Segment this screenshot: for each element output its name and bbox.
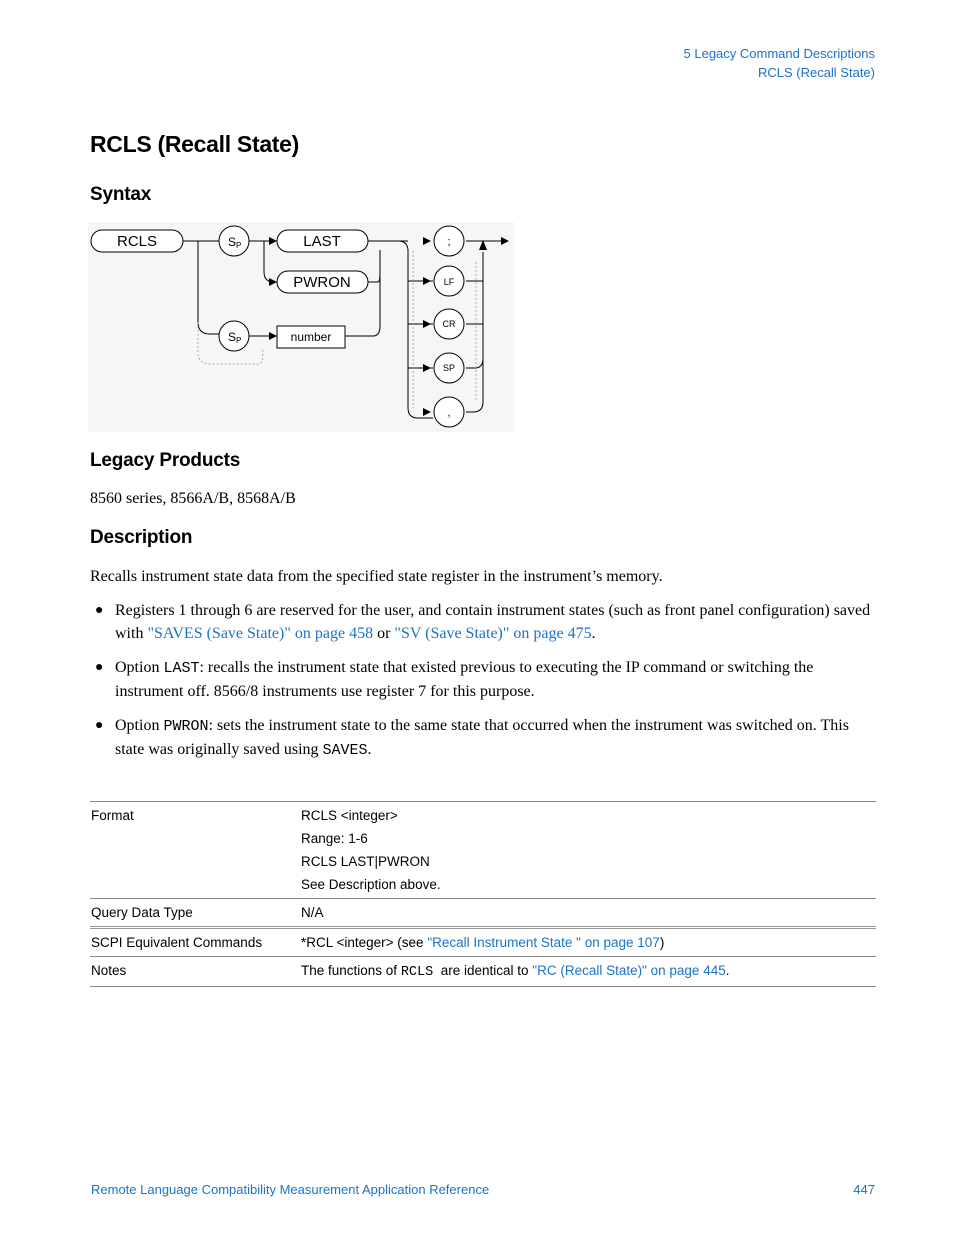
- table-row-query: [90, 899, 876, 928]
- bullet-dot-icon: ●: [95, 718, 104, 733]
- saves-link[interactable]: "SAVES (Save State)" on page 458: [147, 624, 374, 642]
- term-cr-label: CR: [442, 319, 456, 329]
- format-label: Format: [91, 808, 134, 823]
- sp-bottom-sub: P: [236, 336, 242, 345]
- rcls-label: RCLS: [116, 233, 158, 250]
- query-value: N/A: [301, 905, 324, 920]
- header-chapter: 5 Legacy Command Descriptions: [683, 46, 875, 61]
- legacy-products-heading: Legacy Products: [90, 450, 241, 471]
- format-line: RCLS LAST|PWRON: [301, 854, 430, 869]
- term-lf-label: LF: [443, 277, 455, 287]
- scpi-value: *RCL <integer> (see "Recall Instrument State " on page 107): [301, 935, 665, 950]
- format-value: [300, 802, 876, 899]
- term-comma-label: ,: [447, 407, 451, 419]
- running-footer: [91, 1182, 875, 1197]
- number-label: number: [290, 330, 332, 344]
- sp-top-label: S: [228, 235, 237, 249]
- header-section: RCLS (Recall State): [757, 65, 875, 80]
- command-info-table: [90, 801, 876, 987]
- bullet-dot-icon: ●: [95, 660, 104, 675]
- bullet-registers: ● Registers 1 through 6 are reserved for the user, and contain instrument states (such as front panel configuration) saved with "SAVES (Save State)" on page 458 or "SV (Save State)" on page 475.: [95, 602, 871, 642]
- query-label: Query Data Type: [91, 905, 193, 920]
- notes-label: Notes: [91, 963, 127, 978]
- bullet-dot-icon: ●: [95, 603, 104, 618]
- sp-top-sub: P: [236, 241, 242, 250]
- last-label: LAST: [303, 233, 341, 250]
- term-semicolon-label: ;: [447, 236, 451, 248]
- code-rcls: RCLS: [400, 965, 434, 980]
- footer-title: Remote Language Compatibility Measurement Application Reference: [91, 1182, 490, 1197]
- pwron-label: PWRON: [293, 274, 351, 291]
- format-line: Range: 1-6: [301, 831, 368, 846]
- format-line: RCLS <integer>: [301, 808, 398, 823]
- syntax-diagram: [88, 222, 514, 432]
- code-last: LAST: [163, 660, 200, 677]
- code-pwron: PWRON: [163, 718, 209, 735]
- running-header: [684, 44, 875, 82]
- description-bullets: [90, 600, 880, 774]
- table-row-notes: [90, 957, 876, 987]
- scpi-label: SCPI Equivalent Commands: [91, 935, 263, 950]
- bullet-last: ● Option LAST: recalls the instrument state that existed previous to executing the IP command or switching the instrument off. 8566/8 instruments use register 7 for this purpose.: [95, 659, 814, 700]
- notes-value: The functions of RCLS are identical to "RC (Recall State)" on page 445.: [301, 963, 730, 980]
- description-text: Recalls instrument state data from the specified state register in the instrument’s memory.: [90, 568, 663, 585]
- table-row-format: [90, 802, 876, 899]
- legacy-products-text: 8560 series, 8566A/B, 8568A/B: [90, 490, 296, 507]
- table-row-scpi: [90, 928, 876, 957]
- bullet-pwron: ● Option PWRON: sets the instrument state to the same state that occurred when the instrument was switched on. This state was originally saved using SAVES.: [95, 717, 849, 759]
- description-heading: Description: [90, 527, 193, 548]
- term-sp-label: SP: [442, 363, 456, 373]
- recall-instrument-state-link[interactable]: "Recall Instrument State " on page 107: [427, 935, 660, 950]
- syntax-heading: Syntax: [90, 184, 152, 205]
- sp-bottom-label: S: [228, 330, 237, 344]
- rc-recall-state-link[interactable]: "RC (Recall State)" on page 445: [532, 963, 726, 978]
- page-number: 447: [853, 1182, 875, 1197]
- sv-link[interactable]: "SV (Save State)" on page 475: [394, 624, 592, 642]
- code-saves: SAVES: [322, 741, 368, 759]
- format-line: See Description above.: [301, 877, 441, 892]
- page-title: RCLS (Recall State): [90, 131, 300, 157]
